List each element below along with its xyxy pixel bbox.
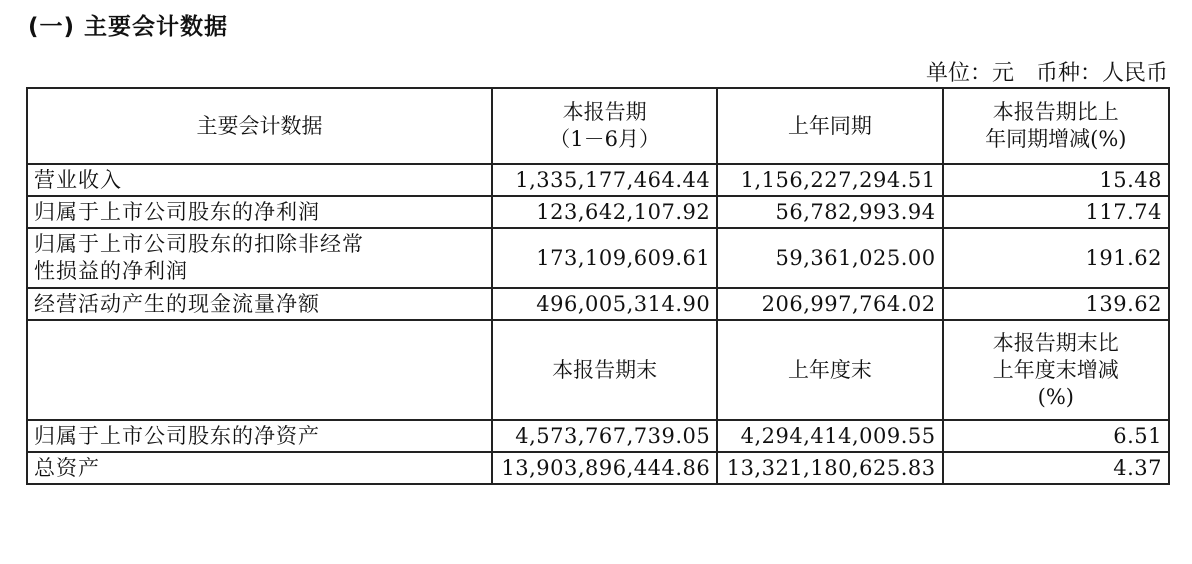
section-title: (一) 主要会计数据 [28,14,229,40]
header-change-line2: 年同期增减(%) [985,127,1127,151]
subheader-period-end: 本报告期末 [492,320,717,420]
row-prior-value: 1,156,227,294.51 [717,164,942,196]
row-change-value: 6.51 [943,420,1169,452]
row-label: 总资产 [27,452,492,484]
row-label [27,228,492,288]
subheader-blank [27,320,492,420]
row-label: 归属于上市公司股东的净资产 [27,420,492,452]
row-change-value: 117.74 [943,196,1169,228]
row-prior-value: 59,361,025.00 [717,228,942,288]
row-change-value: 4.37 [943,452,1169,484]
header-main-data: 主要会计数据 [27,88,492,164]
table-row [27,196,1169,228]
row-current-value: 123,642,107.92 [492,196,717,228]
table-subheader-row [27,320,1169,420]
row-label: 经营活动产生的现金流量净额 [27,288,492,320]
subheader-change [943,320,1169,420]
row-prior-value: 206,997,764.02 [717,288,942,320]
table-row [27,228,1169,288]
subheader-change-line2: 上年度末增减 [992,357,1119,382]
header-current-period-line2: （1－6月） [549,127,660,151]
subheader-prior-year-end: 上年度末 [717,320,942,420]
table-header-row [27,88,1169,164]
row-prior-value: 13,321,180,625.83 [717,452,942,484]
header-change-line1: 本报告期比上 [992,100,1119,124]
row-change-value: 139.62 [943,288,1169,320]
table-row [27,420,1169,452]
header-current-period [492,88,717,164]
row-label-line2: 性损益的净利润 [34,259,188,283]
row-label: 归属于上市公司股东的净利润 [27,196,492,228]
row-label: 营业收入 [27,164,492,196]
header-current-period-line1: 本报告期 [562,100,647,124]
subheader-change-line1: 本报告期末比 [992,330,1119,355]
row-prior-value: 56,782,993.94 [717,196,942,228]
header-change [943,88,1169,164]
unit-label: 单位：元 [925,61,1014,86]
unit-currency-line [926,56,1168,87]
subheader-change-line3: (%) [1037,384,1074,409]
table-row [27,164,1169,196]
row-label-line1: 归属于上市公司股东的扣除非经常 [34,232,364,256]
row-change-value: 15.48 [943,164,1169,196]
row-current-value: 4,573,767,739.05 [492,420,717,452]
row-current-value: 1,335,177,464.44 [492,164,717,196]
row-change-value: 191.62 [943,228,1169,288]
table-row [27,288,1169,320]
row-current-value: 496,005,314.90 [492,288,717,320]
header-prior-period: 上年同期 [717,88,942,164]
row-current-value: 173,109,609.61 [492,228,717,288]
row-prior-value: 4,294,414,009.55 [717,420,942,452]
table-row [27,452,1169,484]
row-current-value: 13,903,896,444.86 [492,452,717,484]
accounting-data-table [26,87,1170,485]
currency-label: 币种：人民币 [1035,61,1168,86]
